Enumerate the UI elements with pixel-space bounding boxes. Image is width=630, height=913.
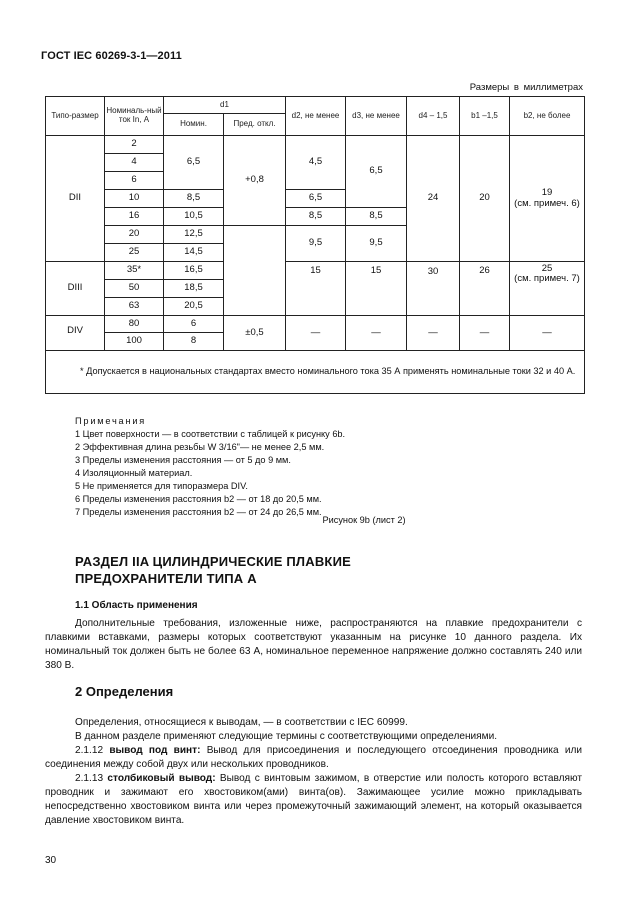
note-item: 7 Пределы изменения расстояния b2 — от 24 до 26,5 мм. [75, 507, 322, 517]
b1-cell: — [460, 316, 510, 351]
definitions-body [45, 716, 582, 828]
section-title [75, 553, 351, 587]
d1-cell: 10,5 [164, 208, 224, 226]
term-number: 2.1.13 [75, 773, 104, 784]
section-title-line2: ПРЕДОХРАНИТЕЛИ ТИПА А [75, 571, 257, 586]
d4-cell: — [407, 316, 460, 351]
figure-caption: Рисунок 9b (лист 2) [322, 515, 406, 525]
type-diii: DIII [46, 262, 105, 316]
d3-cell: 15 [346, 262, 407, 316]
d1-cell: 6,5 [164, 136, 224, 190]
dimensions-table [45, 96, 585, 394]
definitions-p1: Определения, относящиеся к выводам, — в соответствии с IEC 60999. [75, 717, 408, 728]
diii-deviation-empty [224, 262, 286, 316]
note-item: 3 Пределы изменения расстояния — от 5 до 9 мм. [75, 455, 291, 465]
d1-cell: 8 [164, 333, 224, 351]
current-cell: 80 [105, 316, 164, 333]
scope-paragraph [45, 617, 582, 673]
d1-cell: 14,5 [164, 244, 224, 262]
current-cell: 100 [105, 333, 164, 351]
term-name: вывод под винт: [109, 745, 201, 756]
current-cell: 10 [105, 190, 164, 208]
current-cell: 6 [105, 172, 164, 190]
col-header-type: Типо-размер [46, 97, 105, 136]
d1-cell: 16,5 [164, 262, 224, 280]
d1-cell: 20,5 [164, 298, 224, 316]
current-cell: 4 [105, 154, 164, 172]
col-header-current: Номиналь-ный ток In, А [105, 97, 164, 136]
col-header-b1: b1 –1,5 [460, 97, 510, 136]
term-text: Вывод для присоединения и последующего отсоединения проводника или соединения между собой двух или нескольких проводников. [45, 745, 583, 770]
d4-cell: 30 [407, 262, 460, 316]
definition-2-1-13 [45, 772, 582, 828]
d2-cell: — [286, 316, 346, 351]
notes-title: Примечания [75, 416, 147, 426]
d2-cell: 9,5 [286, 226, 346, 262]
b2-cell [510, 262, 585, 316]
col-header-d1-dev: Пред. откл. [224, 114, 286, 136]
d1-cell: 8,5 [164, 190, 224, 208]
term-number: 2.1.12 [75, 745, 104, 756]
note-item: 1 Цвет поверхности — в соответствии с таблицей к рисунку 6b. [75, 429, 346, 439]
page-number: 30 [45, 855, 57, 866]
b2-note: (см. примеч. 7) [514, 273, 580, 285]
dii-diii-deviation-gap [224, 226, 286, 262]
d4-cell: 24 [407, 136, 460, 262]
d1-cell: 6 [164, 316, 224, 333]
b2-cell [510, 136, 585, 262]
col-header-d1-nom: Номин. [164, 114, 224, 136]
b1-cell: 20 [460, 136, 510, 262]
current-cell: 2 [105, 136, 164, 154]
current-cell: 25 [105, 244, 164, 262]
d2-cell: 15 [286, 262, 346, 316]
units-note: Размеры в миллиметрах [469, 82, 583, 93]
col-header-b2: b2, не более [510, 97, 585, 136]
note-item: 5 Не применяется для типоразмера DIV. [75, 481, 248, 491]
type-dii: DII [46, 136, 105, 262]
d2-cell: 8,5 [286, 208, 346, 226]
col-header-d4: d4 – 1,5 [407, 97, 460, 136]
definition-2-1-12 [45, 744, 582, 772]
scope-heading: 1.1 Область применения [75, 600, 198, 611]
b2-value: 19 [541, 187, 553, 199]
definitions-heading: 2 Определения [75, 684, 174, 699]
note-item: 6 Пределы изменения расстояния b2 — от 18 до 20,5 мм. [75, 494, 322, 504]
current-cell: 16 [105, 208, 164, 226]
scope-text: Дополнительные требования, изложенные ниже, распространяются на плавкие предохранители с плавкими вставками, размеры которых соответствуют указанным на рисунке 10 данного раздела. Их номинальный ток должен быть не более 63 А, номинальное переменное напряжение должно составлять 240 или 380 В. [45, 618, 582, 671]
term-name: столбиковый вывод: [107, 773, 216, 784]
d2-cell: 4,5 [286, 136, 346, 190]
d1-cell: 12,5 [164, 226, 224, 244]
b2-cell: — [510, 316, 585, 351]
b2-value: 25 [541, 263, 553, 274]
d1-deviation: +0,8 [224, 136, 286, 226]
definitions-p2: В данном разделе применяют следующие термины с соответствующими определениями. [75, 731, 498, 742]
d3-cell: 6,5 [346, 136, 407, 208]
col-header-d3: d3, не менее [346, 97, 407, 136]
d2-cell: 6,5 [286, 190, 346, 208]
d3-cell: 8,5 [346, 208, 407, 226]
note-item: 4 Изоляционный материал. [75, 468, 193, 478]
notes-block [75, 415, 345, 519]
term-text: Вывод с винтовым зажимом, в отверстие или полость которого вставляют проводник и зажимают его хвостовиком(ами) винта(ов). Зажимающее усилие можно прикладывать непосредственно хвостовиком винта или через промежуточный зажимающий элемент, на который оказывается давление хвостовиком винта. [45, 773, 582, 826]
b1-cell: 26 [460, 262, 510, 316]
d3-cell: — [346, 316, 407, 351]
type-div: DIV [46, 316, 105, 351]
current-cell: 35* [105, 262, 164, 280]
note-item: 2 Эффективная длина резьбы W 3/16"— не менее 2,5 мм. [75, 442, 325, 452]
d3-cell: 9,5 [346, 226, 407, 262]
current-cell: 20 [105, 226, 164, 244]
d1-deviation: ±0,5 [224, 316, 286, 351]
section-title-line1: РАЗДЕЛ IIA ЦИЛИНДРИЧЕСКИЕ ПЛАВКИЕ [75, 554, 351, 569]
document-header: ГОСТ IEC 60269-3-1—2011 [41, 50, 182, 62]
d1-cell: 18,5 [164, 280, 224, 298]
table-footnote: * Допускается в национальных стандартах вместо номинального тока 35 А применять номинальные токи 32 и 40 А. [46, 351, 585, 394]
col-header-d2: d2, не менее [286, 97, 346, 136]
col-header-d1: d1 [164, 97, 286, 114]
current-cell: 50 [105, 280, 164, 298]
b2-note: (см. примеч. 6) [514, 197, 580, 209]
current-cell: 63 [105, 298, 164, 316]
